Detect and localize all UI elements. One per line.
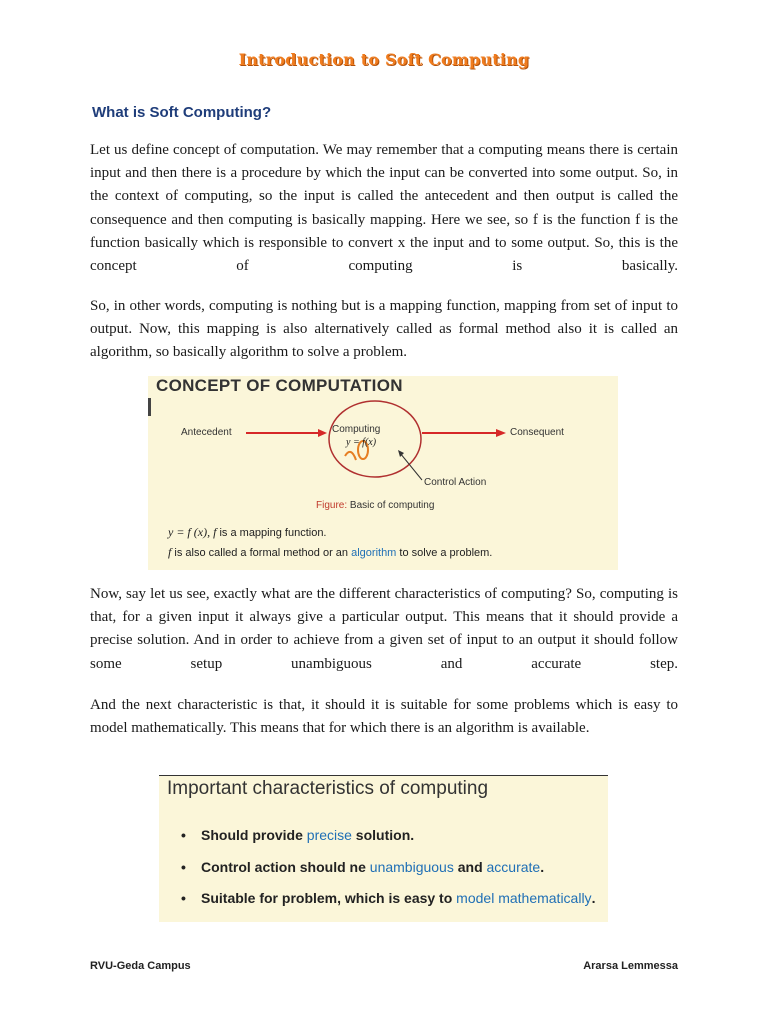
output-arrowhead — [496, 429, 506, 437]
input-arrowhead — [318, 429, 327, 437]
characteristic-item — [181, 827, 414, 843]
item-post: and — [453, 859, 487, 875]
item-highlight: unambiguous — [369, 859, 454, 875]
control-action-pointer — [400, 453, 422, 480]
paragraph-1: Let us define concept of computation. We may remember that a computing means there is certain input and then there is a procedure by which the input can be converted into some output. So, in the context of computing, so the input is called the antecedent and then output is called the consequence and then computing is basically mapping. Here we see, so f is the function f is the function basically which is responsible to convert x the input and to some output. So, this is the concept of computing is basically. — [90, 142, 678, 275]
item-highlight: model mathematically — [456, 890, 592, 906]
line1-math: y = f (x), f — [168, 525, 217, 539]
handwritten-mark — [345, 452, 356, 460]
item-pre: Should provide — [201, 827, 307, 843]
item-pre: Control action should ne — [201, 859, 370, 875]
figure1-line2 — [168, 545, 492, 560]
mapping-formula: y = f(x) — [346, 437, 377, 448]
item-post-2: . — [540, 859, 545, 875]
characteristic-item — [181, 859, 544, 875]
line2-math: f — [168, 545, 172, 559]
bullet-glyph: • — [181, 827, 186, 843]
characteristic-item — [181, 890, 595, 906]
computing-label: Computing — [332, 424, 381, 435]
figure1-line1 — [168, 525, 327, 540]
left-marker — [148, 398, 151, 416]
section-heading: What is Soft Computing? — [92, 104, 272, 121]
paragraph-3: Now, say let us see, exactly what are the different characteristics of computing? So, computing is that, for a given input it always give a particular output. This means that it should provide a precise solution. And in order to achieve from a given set of input to an output it should follow some setup unambiguous and accurate step. — [90, 586, 678, 672]
item-pre: Suitable for problem, which is easy to — [201, 890, 457, 906]
figure-characteristics — [159, 775, 608, 922]
item-highlight-2: accurate — [486, 859, 541, 875]
figure2-title: Important characteristics of computing — [167, 778, 489, 799]
consequent-label: Consequent — [510, 427, 564, 438]
item-post: . — [591, 890, 596, 906]
footer-campus: RVU-Geda Campus — [90, 960, 191, 972]
figure1-caption — [316, 500, 434, 511]
caption-label: Figure: — [316, 500, 348, 511]
control-action-label: Control Action — [424, 477, 487, 488]
paragraph-2: So, in other words, computing is nothing but is a mapping function, mapping from set of input to output. Now, this mapping is also alternatively called as formal method also it is called an algorithm, so basically algorithm to solve a problem. — [90, 298, 678, 361]
control-action-arrowhead — [398, 450, 404, 457]
page-title: Introduction to Soft Computing — [238, 50, 530, 69]
figure-concept-of-computation — [148, 376, 618, 570]
bullet-glyph: • — [181, 890, 186, 906]
paragraph-4: And the next characteristic is that, it should it is suitable for some problems which is easy to model mathematically. This means that for which there is an algorithm is available. — [90, 697, 678, 737]
figure1-title: CONCEPT OF COMPUTATION — [156, 376, 403, 395]
caption-text: Basic of computing — [347, 500, 435, 511]
item-highlight: precise — [306, 827, 352, 843]
line1-text: is a mapping function. — [216, 527, 327, 539]
item-post: solution. — [351, 827, 415, 843]
algorithm-link: algorithm — [351, 547, 397, 559]
computation-diagram — [148, 376, 618, 570]
line2-text-a: is also called a formal method or an — [171, 547, 352, 559]
footer-author: Ararsa Lemmessa — [583, 960, 678, 972]
antecedent-label: Antecedent — [181, 427, 232, 438]
line2-text-b: to solve a problem. — [396, 547, 493, 559]
bullet-glyph: • — [181, 859, 186, 875]
